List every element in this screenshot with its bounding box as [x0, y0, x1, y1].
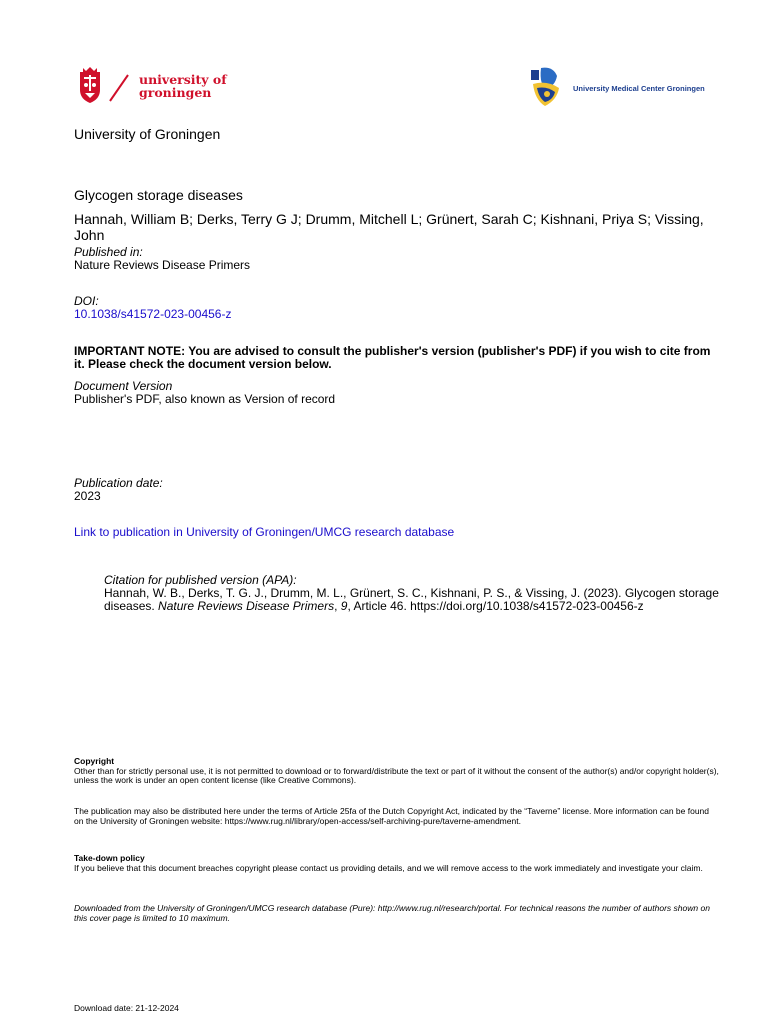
rug-logo	[78, 66, 228, 108]
rug-wordmark-line: groningen	[139, 85, 212, 100]
taverne-text: The publication may also be distributed here under the terms of Article 25fa of the Dutch Copyright Act, indicated by the “Taverne” license. More information can be found on the University of Groningen website: https://www.rug.nl/library/open-access/self-archiving-pure/taverne-amendment.	[74, 806, 710, 826]
citation-text-before: Hannah, W. B., Derks, T. G. J., Drumm, M. L., Grünert, S. C., Kishnani, P. S., & Vissing, J. (2023). Glycogen storage diseases.	[104, 586, 719, 613]
takedown-text: If you believe that this document breaches copyright please contact us providing details, and we will remove access to the work immediately and investigate your claim.	[74, 862, 703, 873]
umcg-logo	[527, 66, 705, 110]
takedown-heading: Take-down policy	[74, 853, 145, 863]
downloaded-from-text: Downloaded from the University of Groningen/UMCG research database (Pure): http://www.rug.nl/research/portal. For technical reasons the number of authors shown on this cover page is limited to 10 maximum.	[74, 903, 710, 923]
citation-text-after: , Article 46. https://doi.org/10.1038/s41572-023-00456-z	[347, 599, 644, 613]
citation-separator: ,	[334, 599, 341, 613]
doi-link[interactable]: 10.1038/s41572-023-00456-z	[74, 307, 232, 321]
published-in-label: Published in:	[74, 245, 143, 259]
citation-block	[104, 574, 724, 613]
rug-wordmark-line: university of	[139, 72, 227, 87]
citation-label: Citation for published version (APA):	[104, 573, 297, 587]
takedown-section	[74, 854, 719, 873]
important-note: IMPORTANT NOTE: You are advised to consult the publisher's version (publisher's PDF) if you wish to cite from it. Please check the document version below.	[74, 344, 711, 371]
university-name: University of Groningen	[74, 126, 221, 142]
document-version-value: Publisher's PDF, also known as Version of record	[74, 392, 336, 406]
citation-text	[104, 587, 724, 613]
rug-wordmark	[139, 73, 227, 99]
published-in-block	[74, 246, 250, 272]
citation-volume: 9	[340, 599, 348, 613]
authors: Hannah, William B; Derks, Terry G J; Drumm, Mitchell L; Grünert, Sarah C; Kishnani, Priya S; Vissing, John	[74, 211, 704, 243]
document-title: Glycogen storage diseases	[74, 187, 243, 203]
document-version-block	[74, 380, 335, 406]
copyright-section	[74, 757, 719, 786]
umcg-wordmark: University Medical Center Groningen	[573, 84, 705, 93]
publication-date-block	[74, 477, 163, 503]
rug-shield-icon	[78, 66, 102, 104]
publication-link[interactable]: Link to publication in University of Groningen/UMCG research database	[74, 525, 455, 539]
copyright-text: Other than for strictly personal use, it is not permitted to download or to forward/distribute the text or part of it without the consent of the author(s) and/or copyright holder(s), unless the work is under an open content license (like Creative Commons).	[74, 765, 719, 785]
document-version-label: Document Version	[74, 379, 173, 393]
doi-block	[74, 295, 231, 321]
citation-journal: Nature Reviews Disease Primers	[158, 599, 335, 613]
umcg-emblem-icon	[527, 66, 567, 110]
logo-divider-icon	[108, 74, 130, 102]
publication-date-label: Publication date:	[74, 476, 163, 490]
copyright-heading: Copyright	[74, 756, 115, 766]
download-date: Download date: 21-12-2024	[74, 1003, 179, 1013]
publication-date-value: 2023	[74, 489, 101, 503]
published-in-value: Nature Reviews Disease Primers	[74, 258, 251, 272]
doi-label: DOI:	[74, 294, 99, 308]
